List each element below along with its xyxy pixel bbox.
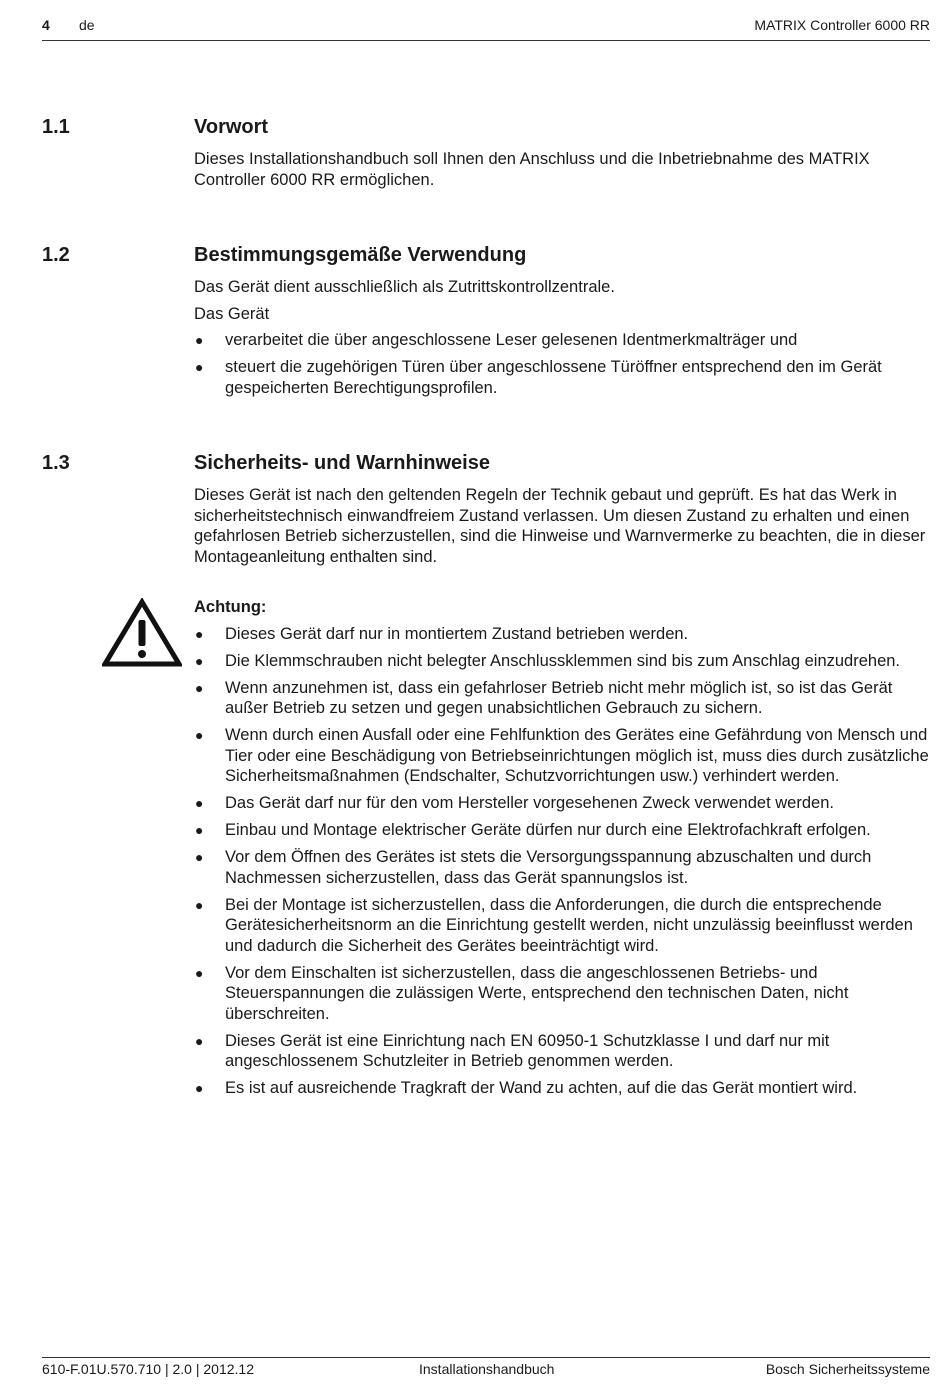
page-footer (42, 1357, 930, 1378)
section-number: 1.2 (42, 244, 70, 266)
section-body (194, 149, 930, 190)
language-code: de (79, 17, 95, 33)
warning-list (194, 624, 930, 1099)
bullet-icon: ● (195, 727, 204, 743)
warning-label: Achtung: (194, 598, 267, 616)
bullet-icon: ● (195, 679, 204, 696)
list-item: ● Vor dem Einschalten ist sicherzustellen, dass die angeschlossenen Betriebs- und Steuerspannungen die zulässigen Werte, entsprechend den technischen Daten, nicht überschreiten. (195, 963, 849, 1023)
section-number: 1.1 (42, 116, 70, 138)
list-item: ● verarbeitet die über angeschlossene Leser gelesenen Identmerkmalträger und (195, 331, 798, 349)
section-body (194, 277, 930, 405)
bullet-icon: ● (195, 1032, 204, 1049)
list-item: ● Vor dem Öffnen des Gerätes ist stets die Versorgungsspannung abzuschalten und durch Nachmessen sicherzustellen, dass das Gerät spannungslos ist. (195, 848, 872, 887)
list-item: ● Es ist auf ausreichende Tragkraft der Wand zu achten, auf die das Gerät montiert wird. (195, 1079, 858, 1097)
bullet-icon: ● (195, 795, 204, 811)
paragraph: Dieses Gerät ist nach den geltenden Regeln der Technik gebaut und geprüft. Es hat das Werk in sicherheitstechnisch einwandfreiem Zustand verlassen. Um diesen Zustand zu erhalten und einen gefahrlosen Betrieb sicherzustellen, sind die Hinweise und Warnvermerke zu beachten, die in dieser Montageanleitung enthalten sind. (194, 486, 926, 566)
page-header (42, 16, 930, 41)
list-item: ● Einbau und Montage elektrischer Geräte dürfen nur durch eine Elektrofachkraft erfolgen. (195, 821, 871, 839)
footer-doc-type: Installationshandbuch (419, 1361, 555, 1377)
list-item: ● Die Klemmschrauben nicht belegter Anschlussklemmen sind bis zum Anschlag einzudrehen. (195, 651, 901, 670)
list-item: ● steuert die zugehörigen Türen über angeschlossene Türöffner entsprechend den im Gerät gespeicherten Berechtigungsprofilen. (195, 358, 882, 397)
paragraph: Das Gerät dient ausschließlich als Zutrittskontrollzentrale. (194, 278, 615, 296)
warning-triangle-icon (102, 598, 182, 668)
page-number: 4 (42, 17, 50, 33)
list-item: ● Wenn durch einen Ausfall oder eine Fehlfunktion des Gerätes eine Gefährdung von Mensch und Tier oder eine Beschädigung von Betriebseinrichtungen möglich ist, muss dies durch zusätzliche Sicherheitsmaßnahmen (Endschalter, Schutzvorrichtungen usw.) verhindert werden. (195, 726, 929, 785)
bullet-icon: ● (195, 332, 204, 348)
bullet-icon: ● (195, 964, 204, 981)
paragraph: Das Gerät (194, 304, 270, 323)
bullet-icon: ● (195, 1080, 204, 1096)
section-number: 1.3 (42, 452, 70, 474)
bullet-icon: ● (195, 896, 204, 913)
list-item: ● Bei der Montage ist sicherzustellen, dass die Anforderungen, die durch die entsprechende Gerätesicherheitsnorm an die Einrichtung gestellt werden, nicht unzulässig beeinflusst werden und dadurch die Sicherheit des Gerätes beeinträchtigt wird. (195, 895, 913, 955)
bullet-icon: ● (195, 849, 204, 865)
bullet-list (194, 330, 930, 398)
list-item: ● Dieses Gerät darf nur in montiertem Zustand betrieben werden. (195, 624, 689, 643)
list-item: ● Dieses Gerät ist eine Einrichtung nach EN 60950-1 Schutzklasse I und darf nur mit angeschlossenem Schutzleiter in Betrieb genommen werden. (195, 1031, 830, 1070)
bullet-icon: ● (195, 652, 204, 669)
document-title: MATRIX Controller 6000 RR (754, 17, 930, 33)
footer-company: Bosch Sicherheitssysteme (765, 1361, 930, 1377)
bullet-icon: ● (195, 822, 204, 838)
section-title: Bestimmungsgemäße Verwendung (194, 244, 527, 266)
section-title: Vorwort (194, 116, 269, 138)
section-title: Sicherheits- und Warnhinweise (194, 452, 490, 474)
bullet-icon: ● (195, 625, 204, 642)
paragraph: Dieses Installationshandbuch soll Ihnen den Anschluss und die Inbetriebnahme des MATRIX Controller 6000 RR ermöglichen. (194, 150, 870, 189)
list-item: ● Das Gerät darf nur für den vom Hersteller vorgesehenen Zweck verwendet werden. (195, 794, 834, 812)
list-item: ● Wenn anzunehmen ist, dass ein gefahrloser Betrieb nicht mehr möglich ist, so ist das Gerät außer Betrieb zu setzen und gegen unabsichtlichen Gebrauch zu sichern. (195, 678, 893, 717)
bullet-icon: ● (195, 359, 204, 375)
section-body (194, 485, 930, 567)
footer-doc-number: 610-F.01U.570.710 | 2.0 | 2012.12 (42, 1361, 254, 1377)
